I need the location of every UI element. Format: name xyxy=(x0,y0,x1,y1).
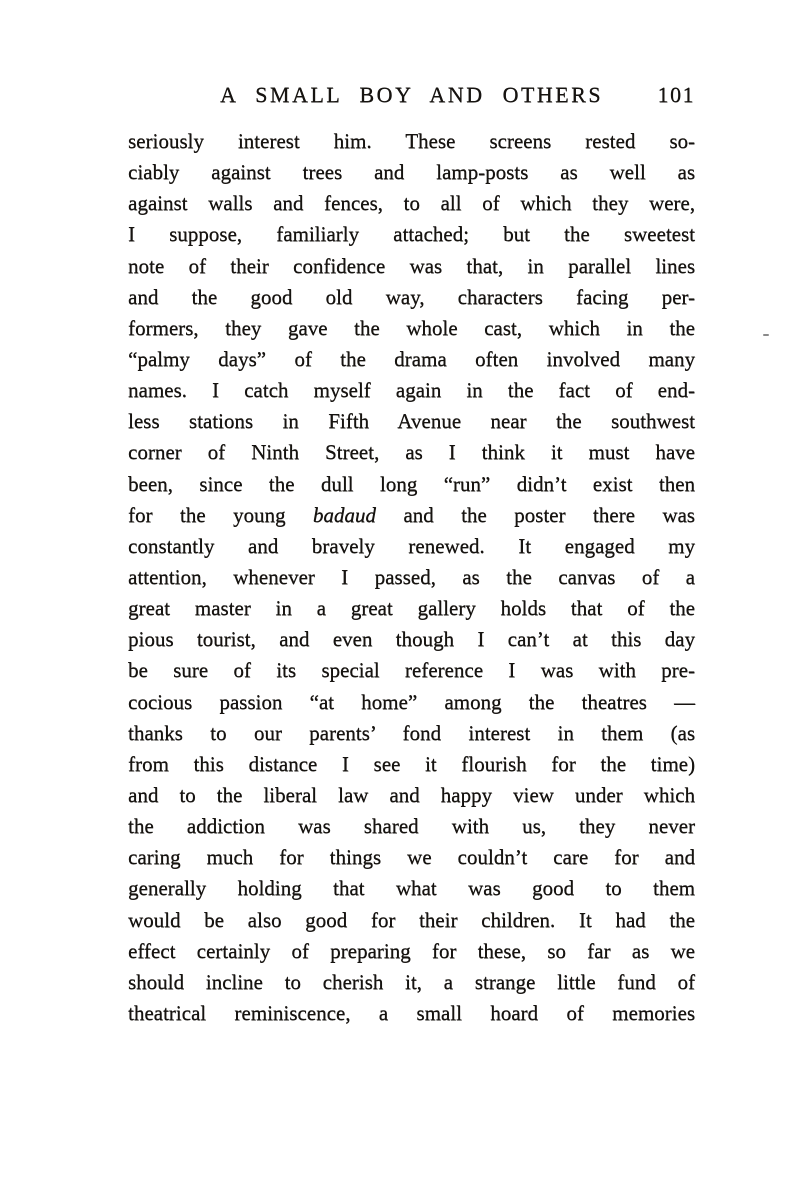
text-line: be sure of its special reference I was with pre- xyxy=(128,658,695,683)
text-line: “palmy days” of the drama often involved many xyxy=(128,346,695,371)
page-number: 101 xyxy=(657,82,695,107)
text-line: the addiction was shared with us, they never xyxy=(128,814,695,839)
text-line: constantly and bravely renewed. It engaged my xyxy=(128,533,695,558)
text-line: effect certainly of preparing for these, so far as we xyxy=(128,938,695,963)
text-line: theatrical reminiscence, a small hoard of memories xyxy=(128,1000,695,1025)
text-line: seriously interest him. These screens rested so- xyxy=(128,129,695,153)
text-line: from this distance I see it flourish for the time) xyxy=(128,751,695,776)
text-line: thanks to our parents’ fond interest in them (as xyxy=(128,720,695,745)
scan-artifact xyxy=(763,334,769,336)
text-line: pious tourist, and even though I can’t at this day xyxy=(128,627,695,652)
text-line: formers, they gave the whole cast, which in the xyxy=(128,315,695,340)
text-line: would be also good for their children. It had the xyxy=(128,907,695,932)
text-line: been, since the dull long “run” didn’t exist then xyxy=(128,471,695,496)
text-line: great master in a great gallery holds that of the xyxy=(128,596,695,621)
text-line: less stations in Fifth Avenue near the southwest xyxy=(128,409,695,434)
page-title: A SMALL BOY AND OTHERS xyxy=(219,82,604,107)
text-line: against walls and fences, to all of which they were, xyxy=(128,191,695,216)
text-line: for the young badaud and the poster there was xyxy=(128,502,695,527)
text-line: note of their confidence was that, in parallel lines xyxy=(128,253,695,278)
text-line: should incline to cherish it, a strange little fund of xyxy=(128,969,695,994)
running-head xyxy=(128,82,695,110)
text-line: and the good old way, characters facing per- xyxy=(128,284,695,309)
text-line: attention, whenever I passed, as the canvas of a xyxy=(128,564,695,589)
text-line: corner of Ninth Street, as I think it must have xyxy=(128,440,695,465)
text-line: and to the liberal law and happy view under which xyxy=(128,782,695,807)
text-line: cocious passion “at home” among the theatres — xyxy=(128,689,695,714)
text-line: generally holding that what was good to them xyxy=(128,876,695,901)
text-line: I suppose, familiarly attached; but the sweetest xyxy=(128,222,695,247)
text-line: caring much for things we couldn’t care for and xyxy=(128,845,695,870)
text-line: names. I catch myself again in the fact of end- xyxy=(128,378,695,403)
paragraph-body xyxy=(128,126,695,1029)
text-line: ciably against trees and lamp-posts as well as xyxy=(128,160,695,185)
